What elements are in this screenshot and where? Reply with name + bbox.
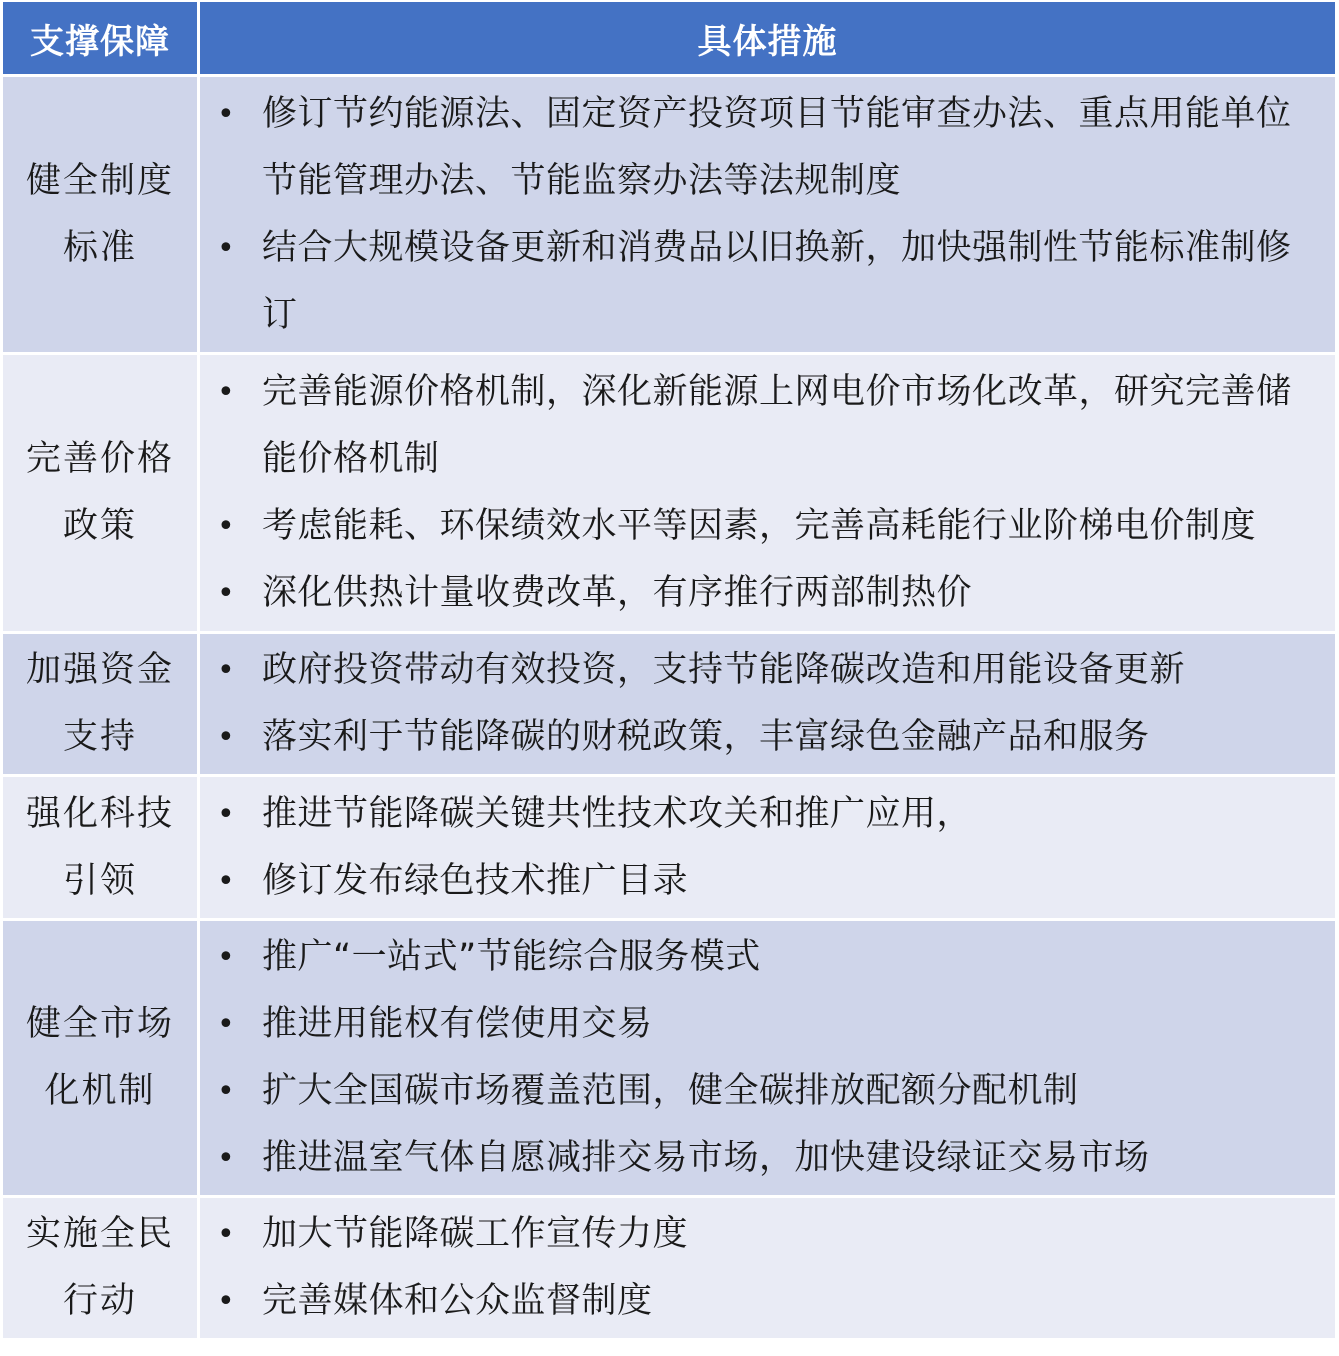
bullet-icon: • (217, 863, 236, 899)
bullet-icon: • (217, 1007, 236, 1042)
header-measures: 具体措施 (697, 21, 838, 62)
category-cell (3, 355, 200, 631)
bullet-icon: • (217, 796, 236, 832)
measure-text: 结合大规模设备更新和消费品以旧换新，加快强制性节能标准制修订 (262, 227, 1292, 335)
table-header-row (3, 2, 1335, 77)
category-label: 强化科技引领 (25, 793, 174, 901)
measure-text: 修订节约能源法、固定资产投资项目节能审查办法、重点用能单位节能管理办法、节能监察办法等法规制度 (262, 93, 1292, 201)
category-label: 健全制度标准 (25, 160, 174, 268)
category-cell (3, 921, 200, 1195)
measure-item (214, 1268, 1317, 1335)
measure-item (214, 848, 1317, 915)
measure-text: 完善能源价格机制，深化新能源上网电价市场化改革，研究完善储能价格机制 (262, 372, 1292, 479)
measures-cell (200, 1198, 1335, 1338)
bullet-icon: • (217, 940, 236, 975)
measure-text: 修订发布绿色技术推广目录 (262, 860, 689, 901)
table-row (3, 634, 1335, 777)
measure-text: 加大节能降碳工作宣传力度 (262, 1214, 689, 1254)
bullet-icon: • (217, 1284, 236, 1319)
table-row (3, 921, 1335, 1198)
bullet-icon: • (217, 1141, 236, 1176)
measure-text: 推广“一站式”节能综合服务模式 (262, 937, 761, 977)
measure-item (214, 81, 1317, 215)
bullet-icon: • (217, 1217, 236, 1252)
header-support: 支撑保障 (3, 2, 200, 74)
measure-text: 落实利于节能降碳的财税政策，丰富绿色金融产品和服务 (262, 717, 1150, 757)
measure-text: 推进节能降碳关键共性技术攻关和推广应用， (262, 793, 973, 834)
measure-item (214, 215, 1317, 349)
measures-cell (200, 634, 1335, 774)
measure-item (214, 637, 1317, 704)
measure-item (214, 1201, 1317, 1268)
measure-item (214, 560, 1317, 627)
category-cell (3, 634, 200, 774)
measure-item (214, 781, 1317, 848)
category-cell (3, 1198, 200, 1338)
bullet-icon: • (217, 96, 236, 132)
bullet-icon: • (217, 1074, 236, 1109)
measures-cell (200, 77, 1335, 352)
category-label: 完善价格政策 (25, 439, 174, 546)
measure-item (214, 704, 1317, 771)
measures-cell (200, 777, 1335, 918)
measure-text: 考虑能耗、环保绩效水平等因素，完善高耗能行业阶梯电价制度 (262, 506, 1257, 546)
measure-text: 扩大全国碳市场覆盖范围，健全碳排放配额分配机制 (262, 1071, 1079, 1111)
measure-item (214, 359, 1317, 493)
measures-cell (200, 355, 1335, 631)
category-label: 实施全民行动 (25, 1214, 174, 1321)
bullet-icon: • (217, 720, 236, 755)
measure-item (214, 924, 1317, 991)
measure-text: 完善媒体和公众监督制度 (262, 1281, 653, 1321)
category-label: 加强资金支持 (25, 650, 174, 757)
table-row (3, 1198, 1335, 1338)
measures-cell (200, 921, 1335, 1195)
bullet-icon: • (217, 230, 236, 266)
table-row (3, 355, 1335, 634)
bullet-icon: • (217, 375, 236, 410)
bullet-icon: • (217, 653, 236, 688)
bullet-icon: • (217, 509, 236, 544)
measure-text: 政府投资带动有效投资，支持节能降碳改造和用能设备更新 (262, 650, 1186, 690)
category-cell (3, 777, 200, 918)
category-cell (3, 77, 200, 352)
bullet-icon: • (217, 576, 236, 611)
measure-text: 推进用能权有偿使用交易 (262, 1004, 653, 1044)
category-label: 健全市场化机制 (25, 1004, 174, 1111)
measure-item (214, 991, 1317, 1058)
measures-table (3, 2, 1335, 1338)
measure-text: 推进温室气体自愿减排交易市场，加快建设绿证交易市场 (262, 1138, 1150, 1178)
table-row (3, 777, 1335, 921)
measure-item (214, 1058, 1317, 1125)
measure-text: 深化供热计量收费改革，有序推行两部制热价 (262, 573, 973, 613)
measure-item (214, 493, 1317, 560)
table-row (3, 77, 1335, 355)
measure-item (214, 1125, 1317, 1192)
